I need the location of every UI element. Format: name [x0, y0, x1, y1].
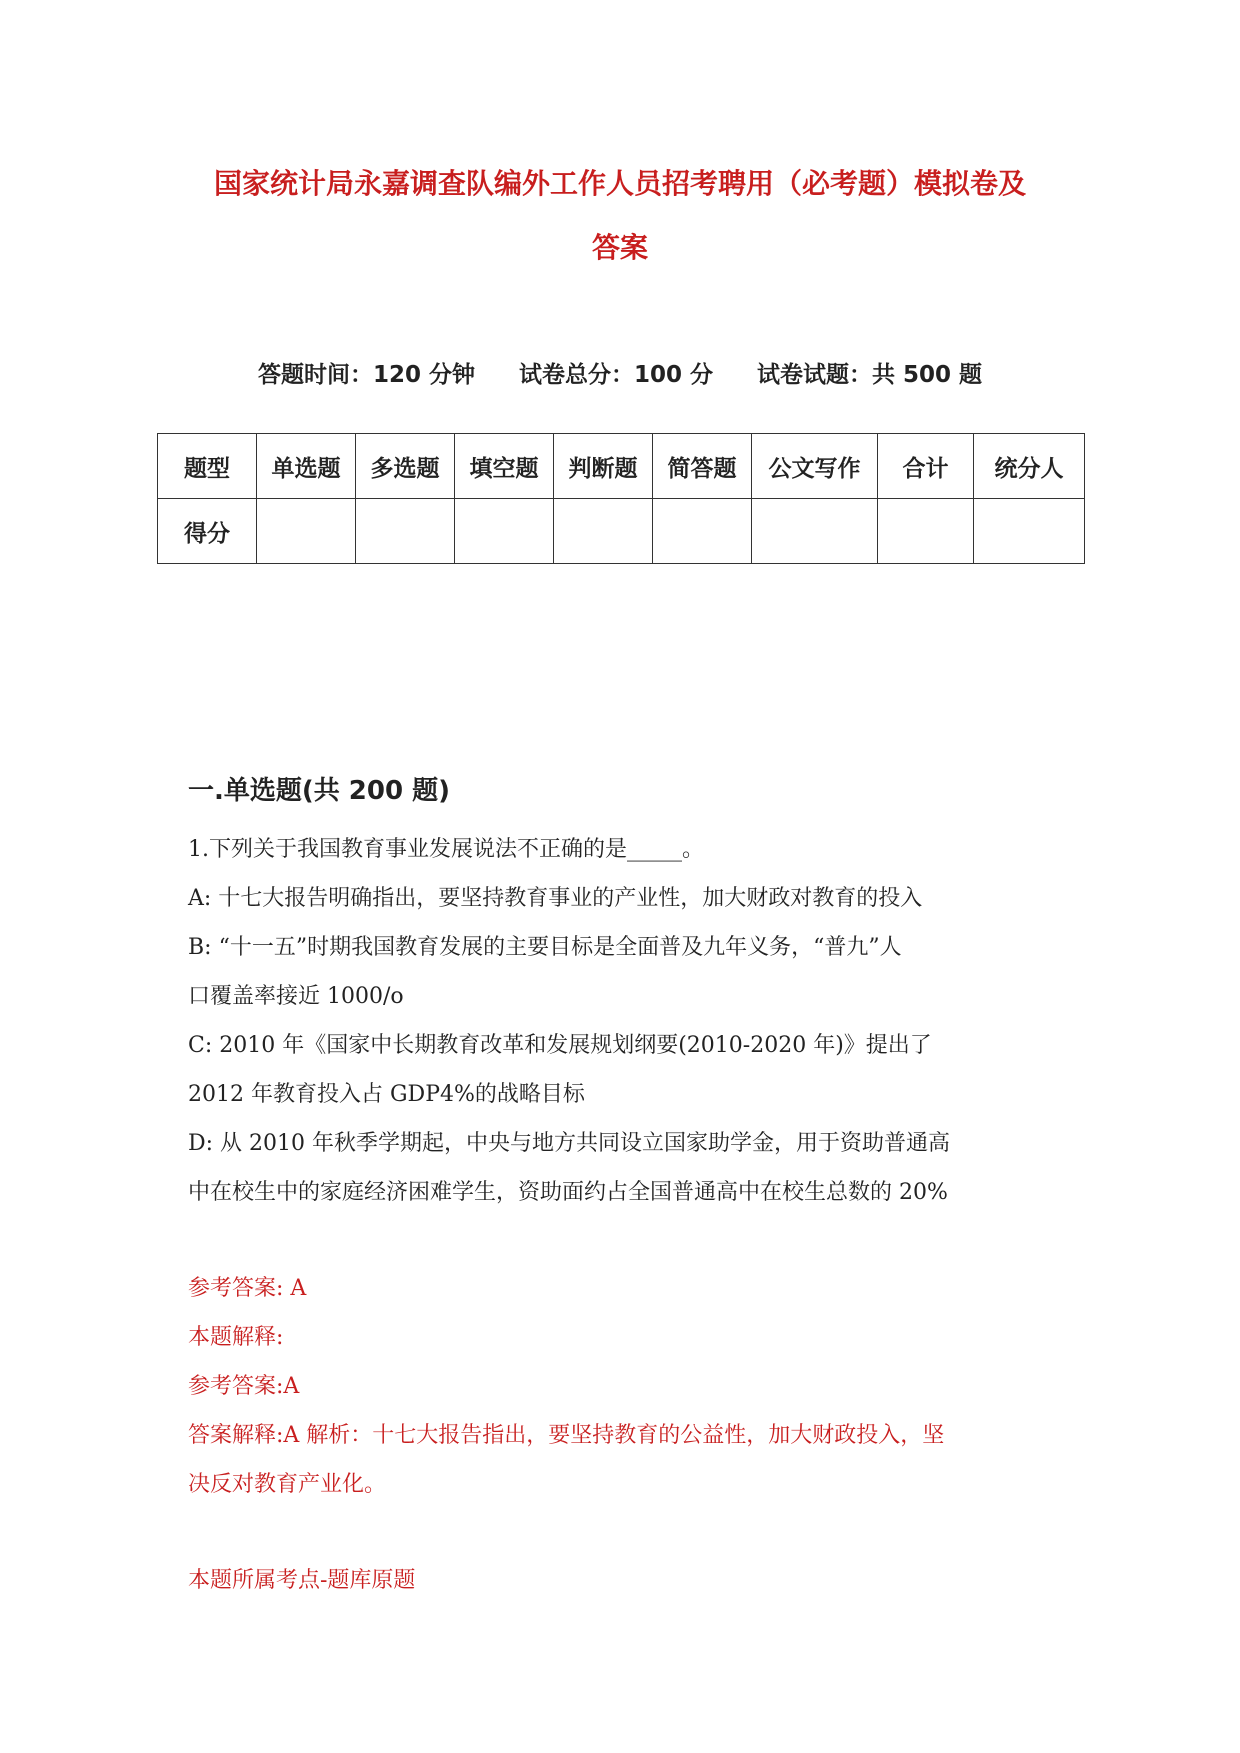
reference-answer-2: 参考答案:A — [188, 1374, 300, 1399]
topic-label: 本题所属考点-题库原题 — [188, 1568, 416, 1593]
score-cell[interactable] — [878, 499, 974, 564]
header-cell: 合计 — [878, 434, 974, 499]
score-table — [157, 433, 1085, 564]
document-title — [150, 152, 1090, 280]
title-line-1: 国家统计局永嘉调查队编外工作人员招考聘用（必考题）模拟卷及 — [213, 167, 1026, 200]
header-cell: 填空题 — [455, 434, 554, 499]
spacer — [188, 1217, 1068, 1264]
header-cell: 单选题 — [257, 434, 356, 499]
score-cell[interactable] — [257, 499, 356, 564]
score-cell[interactable] — [554, 499, 653, 564]
explanation-label: 本题解释: — [188, 1325, 284, 1350]
question-stem: 1.下列关于我国教育事业发展说法不正确的是_____。 — [188, 837, 704, 862]
score-table-score-row — [158, 499, 1085, 564]
exam-time: 答题时间：120 分钟 — [257, 362, 475, 388]
exam-question-count: 试卷试题：共 500 题 — [757, 362, 983, 388]
answer-explanation-line-2: 决反对教育产业化。 — [188, 1472, 387, 1497]
option-d-line-1: D: 从 2010 年秋季学期起，中央与地方共同设立国家助学金，用于资助普通高 — [188, 1131, 951, 1156]
section-heading: 一.单选题(共 200 题) — [188, 776, 451, 806]
reference-answer: 参考答案: A — [188, 1276, 307, 1301]
header-cell: 统分人 — [974, 434, 1085, 499]
header-cell: 公文写作 — [752, 434, 878, 499]
option-b-line-1: B: “十一五”时期我国教育发展的主要目标是全面普及九年义务，“普九”人 — [188, 935, 902, 960]
row-label-cell: 得分 — [158, 499, 257, 564]
score-cell[interactable] — [974, 499, 1085, 564]
score-cell[interactable] — [752, 499, 878, 564]
option-c-line-2: 2012 年教育投入占 GDP4%的战略目标 — [188, 1082, 585, 1107]
option-c-line-1: C: 2010 年《国家中长期教育改革和发展规划纲要(2010-2020 年)》提出了 — [188, 1033, 932, 1058]
score-cell[interactable] — [356, 499, 455, 564]
question-content — [188, 770, 1068, 1605]
exam-total-score: 试卷总分：100 分 — [518, 362, 714, 388]
option-a: A: 十七大报告明确指出，要坚持教育事业的产业性，加大财政对教育的投入 — [188, 886, 923, 911]
score-cell[interactable] — [653, 499, 752, 564]
score-table-header-row — [158, 434, 1085, 499]
header-cell: 简答题 — [653, 434, 752, 499]
header-cell: 判断题 — [554, 434, 653, 499]
option-b-line-2: 口覆盖率接近 1000/o — [188, 984, 404, 1009]
header-cell: 多选题 — [356, 434, 455, 499]
title-line-2: 答案 — [591, 231, 648, 264]
answer-explanation-line-1: 答案解释:A 解析：十七大报告指出，要坚持教育的公益性，加大财政投入，坚 — [188, 1423, 945, 1448]
option-d-line-2: 中在校生中的家庭经济困难学生，资助面约占全国普通高中在校生总数的 20% — [188, 1180, 948, 1205]
score-cell[interactable] — [455, 499, 554, 564]
exam-meta — [0, 356, 1240, 389]
spacer — [188, 1509, 1068, 1556]
header-cell: 题型 — [158, 434, 257, 499]
